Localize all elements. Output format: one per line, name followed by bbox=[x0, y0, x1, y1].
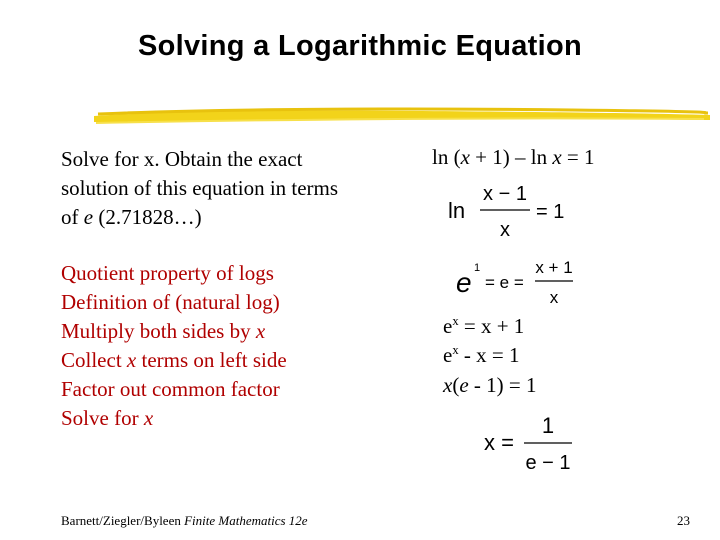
eq6-paren: ( bbox=[452, 373, 460, 397]
title-underline bbox=[92, 98, 712, 128]
step-4-var: x bbox=[126, 348, 137, 372]
equation-factor bbox=[443, 373, 537, 398]
prompt-e-symbol: e bbox=[83, 205, 94, 229]
eq6-var-x: x bbox=[443, 373, 453, 397]
step-2 bbox=[61, 288, 401, 317]
eq2-rhs: = 1 bbox=[536, 201, 565, 223]
eq3-base: e bbox=[456, 267, 472, 298]
footer-citation bbox=[61, 513, 308, 529]
page-number: 23 bbox=[677, 513, 690, 528]
eq3-denominator: x bbox=[549, 288, 559, 307]
equation-exponential bbox=[456, 254, 580, 312]
eq2-ln: ln bbox=[448, 198, 466, 223]
eq6-rest: - 1) = 1 bbox=[468, 373, 537, 397]
prompt-line-2: solution of this equation in terms bbox=[61, 176, 339, 200]
step-5 bbox=[61, 375, 401, 404]
eq3-numerator: x + 1 bbox=[535, 258, 573, 277]
footer-authors: Barnett/Ziegler/Byleen bbox=[61, 513, 185, 528]
eq7-denominator: e − 1 bbox=[525, 452, 571, 474]
prompt-line-3-pre: of bbox=[61, 205, 84, 229]
eq1-part-c: = 1 bbox=[561, 145, 595, 169]
slide-title: Solving a Logarithmic Equation bbox=[137, 30, 583, 62]
step-2-text: Definition of (natural log) bbox=[61, 290, 280, 314]
eq4-rest: = x + 1 bbox=[458, 314, 525, 338]
eq1-var-x2: x bbox=[552, 145, 562, 169]
eq1-part-b: + 1) – ln bbox=[469, 145, 553, 169]
equation-quotient bbox=[448, 178, 568, 244]
eq2-denominator: x bbox=[500, 219, 510, 241]
eq7-numerator: 1 bbox=[541, 413, 555, 438]
prompt-line-3 bbox=[61, 203, 391, 232]
step-3-var: x bbox=[255, 319, 266, 343]
step-3 bbox=[61, 317, 401, 346]
eq2-numerator: x − 1 bbox=[483, 183, 527, 205]
eq4-exponent: x bbox=[452, 314, 459, 328]
equation-multiply bbox=[443, 314, 524, 339]
equation-original bbox=[432, 145, 595, 170]
solution-steps bbox=[61, 259, 401, 433]
step-4 bbox=[61, 346, 401, 375]
problem-statement bbox=[61, 145, 391, 232]
eq5-base: e bbox=[443, 343, 453, 367]
eq6-e: e bbox=[459, 373, 469, 397]
eq5-exponent: x bbox=[452, 343, 459, 357]
step-6-text: Solve for bbox=[61, 406, 144, 430]
step-1-text: Quotient property of logs bbox=[61, 261, 274, 285]
step-5-text: Factor out common factor bbox=[61, 377, 280, 401]
eq7-lhs: x = bbox=[484, 430, 514, 455]
step-6-var: x bbox=[143, 406, 154, 430]
eq5-rest: - x = 1 bbox=[458, 343, 520, 367]
eq1-part-a: ln ( bbox=[432, 145, 461, 169]
step-6 bbox=[61, 404, 401, 433]
prompt-line-1: Solve for x. Obtain the exact bbox=[61, 147, 303, 171]
eq4-base: e bbox=[443, 314, 453, 338]
eq1-var-x1: x bbox=[460, 145, 470, 169]
equation-solution bbox=[484, 413, 584, 475]
eq3-middle: = e = bbox=[485, 273, 524, 292]
eq3-exponent: 1 bbox=[474, 262, 481, 274]
step-4-text-post: terms on left side bbox=[136, 348, 287, 372]
prompt-line-3-post: (2.71828…) bbox=[93, 205, 202, 229]
step-1 bbox=[61, 259, 401, 288]
step-3-text: Multiply both sides by bbox=[61, 319, 256, 343]
footer-book-title: Finite Mathematics 12e bbox=[184, 513, 308, 528]
step-4-text: Collect bbox=[61, 348, 127, 372]
equation-collect bbox=[443, 343, 519, 368]
